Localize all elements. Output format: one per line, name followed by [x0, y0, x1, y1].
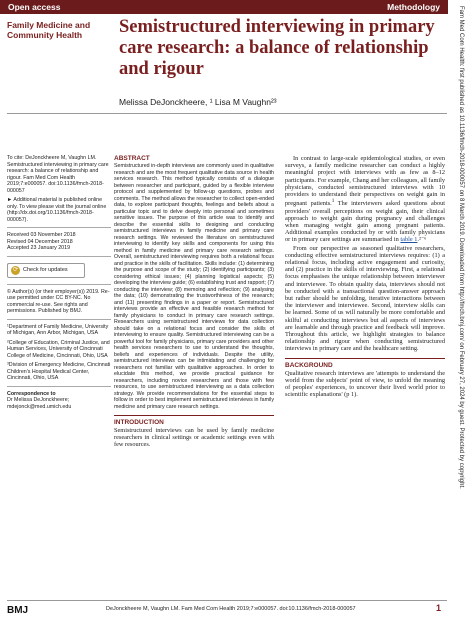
author-list: Melissa DeJonckheere, ¹ Lisa M Vaughn²³ [119, 97, 277, 107]
article-info-column [7, 155, 111, 413]
background-text: Qualitative research interviews are 'attempts to understand the world from the subjects' point of view, to unfold the meaning of peoples' experiences, to uncover their lived world prior to scientific explanations' (p 1). [285, 369, 445, 399]
correspondence-heading: Correspondence to [7, 390, 56, 397]
journal-name: Family Medicine and Community Health [7, 20, 91, 40]
header-divider [7, 113, 447, 114]
abstract-text: Semistructured in-depth interviews are commonly used in qualitative research and are the most frequent qualitative data source in health services research. This method typically consists of a dialogue between researcher and participant, guided by a flexible interview protocol and supplemented by follow-up questions, probes and comments. The method allows the researcher to collect open-ended data, to explore participant thoughts, feelings and beliefs about a particular topic and to delve deeply into personal and sometimes sensitive issues. The purpose of this article was to identify and describe the essential skills to designing and conducting semistructured interviews in family medicine and primary care research settings. We reviewed the literature on semistructured interviewing to identify key skills and components for using this method in family medicine and primary care research settings. Overall, semistructured interviewing requires both a relational focus and practice in the skills of facilitation. Skills include: (1) determining the purpose and scope of the study; (2) identifying participants; (3) considering ethical issues; (4) planning logistical aspects; (5) developing the interview guide; (6) establishing trust and rapport; (7) conducting the interview; (8) memoing and reflection; (9) analysing the data; (10) demonstrating the trustworthiness of the research; and (11) presenting findings in a paper or report. Semistructured interviews provide an effective and feasible research method for family physicians to conduct in primary care research settings. Researchers using semistructured interviews for data collection should take on a relational focus and consider the skills of interviewing to ensure quality. Semistructured interviewing can be a powerful tool for family physicians, primary care providers and other health services researchers to use to understand the thoughts, beliefs and experiences of individuals. Despite the utility, semistructured interviews can be intimidating and challenging for researchers not familiar with qualitative approaches. In order to elucidate this method, we provide practical guidance for researchers, including novice researchers and those with few resources, to use semistructured interviewing as a data collection strategy. We provide recommendations for the essential steps to follow in order to best implement semistructured interviews in family medicine and primary care research settings. [114, 163, 274, 410]
body-column [285, 155, 445, 400]
body-paragraph: From our perspective as seasoned qualitative researchers, conducting effective semistructured interviews requires: (1) a relational focus, including active engagement and curiosity, and (2) practice in the skills of interviewing. First, a relational focus emphasises the unique relationship between interviewer and interviewee. To obtain quality data, interviews should not be conducted with a transactional question-answer approach but rather should be unfolding, iterative interactions between the interviewer and interviewee. Second, interview skills can be learned. Some of us will naturally be more comfortable and skilful at conducting interviews but all aspects of interviews are learnable and through practice and feedback will improve. Throughout this article, we highlight strategies to balance relationship and rigour when conducting semistructured interviews in primary care and the healthcare setting. [285, 244, 445, 353]
page-number: 1 [436, 603, 442, 613]
body-paragraph [285, 155, 445, 244]
check-updates-button[interactable] [7, 263, 85, 278]
background-heading: BACKGROUND [285, 361, 333, 369]
copyright-note: © Author(s) (or their employer(s)) 2019. Re-use permitted under CC BY-NC. No commercial re-use. See rights and permissions. Published by BMJ. [7, 288, 110, 314]
paragraph-text: The interviewers asked questions about providers' overall perceptions on weight gain, their clinical approach to weight gain during pregnancy and challenges when managing weight gain among pregnant patients. Additional examples conducted by or with family physicians or in primary care settings are summarised in [285, 200, 445, 244]
supplementary-note: ► Additional material is published online only. To view please visit the journal online (http://dx.doi.org/10.1136/fmch-2018-000057). [7, 197, 107, 223]
info-divider [7, 319, 111, 320]
table-1-link[interactable]: table 1 [400, 236, 418, 244]
abstract-column [114, 155, 274, 631]
affiliation: ¹Department of Family Medicine, University of Michigan, Ann Arbor, Michigan, USA [7, 323, 109, 336]
info-divider [7, 284, 111, 285]
cite-text: To cite: DeJonckheere M, Vaughn LM. Semistructured interviewing in primary care research: a balance of relationship and rigour. Fam Med Com Health 2019;7:e000057. doi:10.1136/fmch-2018-000057 [7, 155, 109, 194]
background-divider [285, 358, 445, 359]
bmj-logo: BMJ [7, 605, 29, 616]
affiliation: ²College of Education, Criminal Justice, and Human Services, University of Cincinnati College of Medicine, Cincinnati, Ohio, USA [7, 339, 110, 359]
introduction-text: Semistructured interviews can be used by family medicine researchers in clinical settings or academic settings even with few resources. [114, 427, 274, 449]
open-access-label: Open access [8, 2, 61, 12]
info-divider [7, 256, 111, 257]
revised-date: Revised 04 December 2018 [7, 238, 73, 245]
info-divider [7, 227, 111, 228]
introduction-divider [114, 415, 274, 416]
footer-divider [7, 600, 447, 601]
side-citation: Fam Med Com Health: first published as 10.1136/fmch-2018-000057 on 8 March 2019. Downloaded from http://fmch.bmj.com/ on February 27, 2024 by guest. Protected by copyright. [458, 6, 464, 489]
info-divider [7, 386, 111, 387]
paragraph-text: In contrast to large-scale epidemiological studies, or even surveys, a family medicine researcher can conduct a highly meaningful project with interviews with as few as 8–12 participants. For example, Chang and her colleagues, all family physicians, conducted semistructured interviews with 10 providers to understand their perspectives on weight gain in pregnant patients. [285, 155, 445, 208]
abstract-heading: ABSTRACT [114, 155, 150, 162]
footer-citation: DeJonckheere M, Vaughn LM. Fam Med Com Health 2019;7:e000057. doi:10.1136/fmch-2018-000057 [106, 606, 356, 612]
top-banner [0, 0, 448, 14]
refresh-icon: ⟳ [12, 266, 19, 273]
accepted-date: Accepted 23 January 2019 [7, 245, 71, 251]
introduction-heading: INTRODUCTION [114, 419, 164, 426]
article-title: Semistructured interviewing in primary care research: a balance of relationship and rigour [119, 17, 435, 79]
correspondence-contact[interactable]: Dr Melissa DeJonckheere; mdejonck@med.umich.edu [7, 397, 72, 410]
reference-mark[interactable]: 1 [331, 198, 335, 205]
received-date: Received 03 November 2018 [7, 232, 76, 238]
section-label: Methodology [387, 2, 440, 12]
reference-mark[interactable]: .²⁻⁶ [417, 236, 427, 244]
affiliation: ³Division of Emergency Medicine, Cincinnati Children's Hospital Medical Center, Cincinnati, Ohio, USA [7, 362, 111, 381]
check-updates-label: Check for updates [23, 266, 68, 273]
